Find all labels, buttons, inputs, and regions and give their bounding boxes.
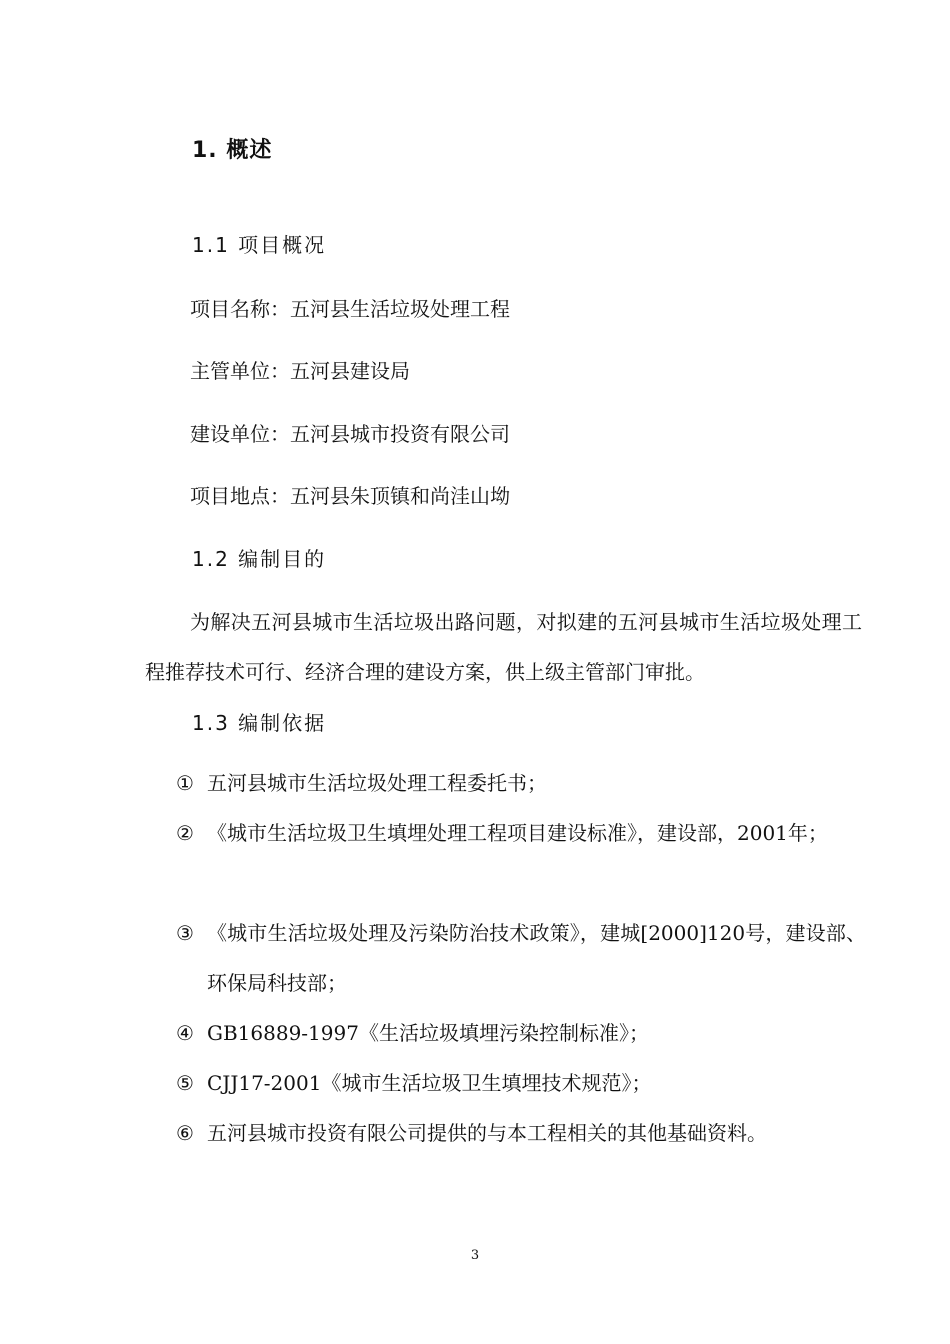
list-number: ② xyxy=(176,821,194,845)
purpose-paragraph: 为解决五河县城市生活垃圾出路问题，对拟建的五河县城市生活垃圾处理工程推荐技术可行、经济合理的建设方案，供上级主管部门审批。 xyxy=(145,610,862,684)
list-number: ③ xyxy=(176,921,194,945)
basis-list-item xyxy=(176,1058,866,1108)
basis-heading: 1.3 编制依据 xyxy=(192,711,327,735)
list-number: ⑥ xyxy=(176,1121,194,1145)
basis-list-item xyxy=(176,808,866,858)
basis-list-item xyxy=(176,908,866,1008)
basis-list-item xyxy=(176,1108,866,1158)
supervising-unit-field: 主管单位：五河县建设局 xyxy=(190,359,410,383)
list-text: CJJ17-2001《城市生活垃圾卫生填埋技术规范》； xyxy=(207,1071,652,1095)
list-text: 五河县城市投资有限公司提供的与本工程相关的其他基础资料。 xyxy=(207,1121,767,1145)
project-location-field: 项目地点：五河县朱顶镇和尚洼山坳 xyxy=(190,484,510,508)
basis-list-item xyxy=(176,758,866,808)
list-text: GB16889-1997《生活垃圾填埋污染控制标准》； xyxy=(207,1021,649,1045)
purpose-heading: 1.2 编制目的 xyxy=(192,547,327,571)
section-title: 1. 概述 xyxy=(192,138,273,163)
list-text: 五河县城市生活垃圾处理工程委托书； xyxy=(207,771,547,795)
list-number: ⑤ xyxy=(176,1071,194,1095)
basis-list-item xyxy=(176,1008,866,1058)
list-number: ④ xyxy=(176,1021,194,1045)
list-text: 《城市生活垃圾卫生填埋处理工程项目建设标准》，建设部，2001年； xyxy=(207,821,828,845)
page-number: 3 xyxy=(470,1248,480,1263)
list-number: ① xyxy=(176,771,194,795)
list-text: 《城市生活垃圾处理及污染防治技术政策》，建城[2000]120号，建设部、环保局科技部； xyxy=(207,921,866,995)
overview-heading: 1.1 项目概况 xyxy=(192,233,327,257)
construction-unit-field: 建设单位：五河县城市投资有限公司 xyxy=(190,422,510,446)
project-name-field: 项目名称：五河县生活垃圾处理工程 xyxy=(190,297,510,321)
